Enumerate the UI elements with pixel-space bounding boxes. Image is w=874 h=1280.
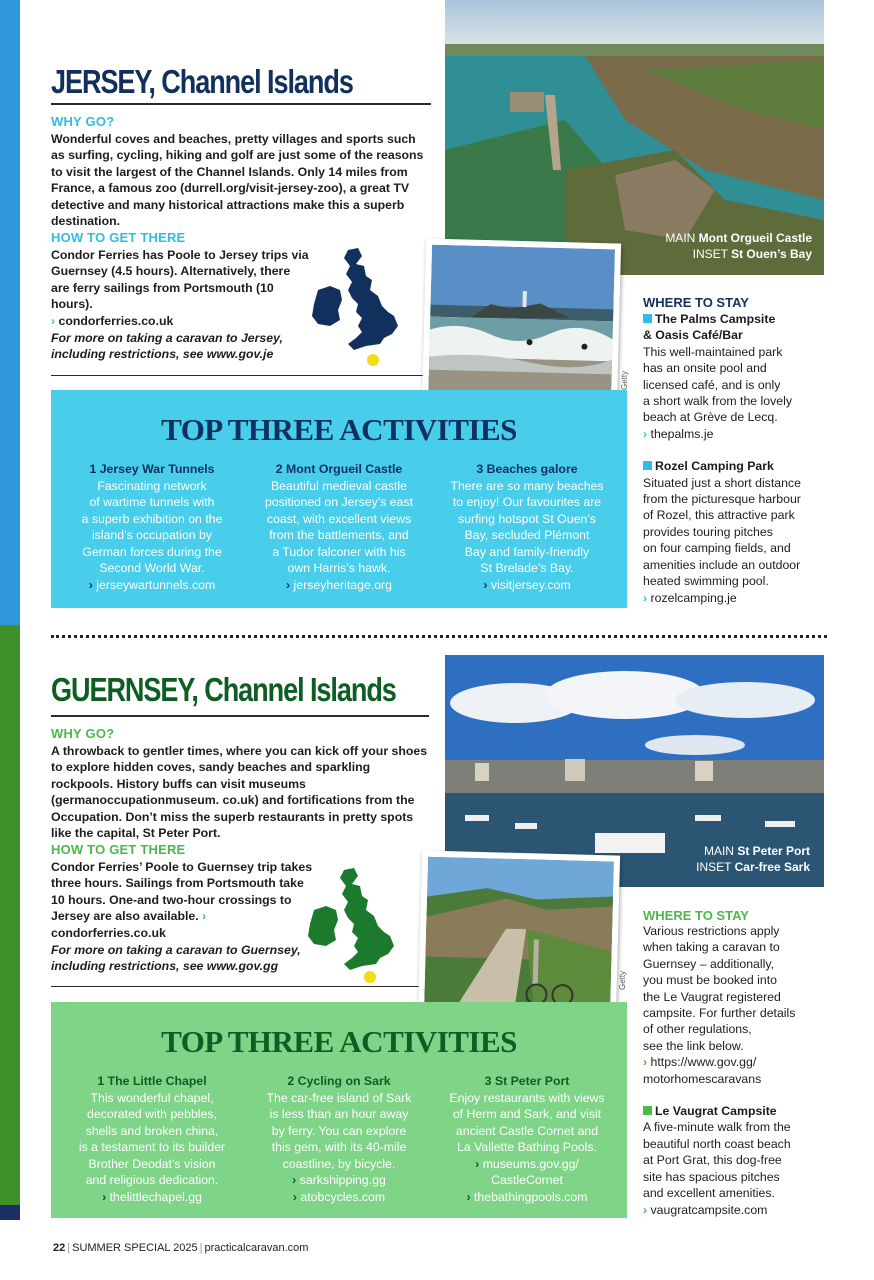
stay-line: heated swimming pool. bbox=[643, 574, 769, 589]
stay-line: provides touring pitches bbox=[643, 524, 773, 539]
ireland-shape bbox=[312, 286, 342, 326]
activity-title: 1 The Little Chapel bbox=[97, 1074, 207, 1088]
jersey-section-rule bbox=[51, 375, 431, 376]
strip-bottom bbox=[0, 625, 20, 1220]
st-ouens-bay-image bbox=[428, 245, 615, 405]
activity-line: Beautiful medieval castle bbox=[270, 478, 408, 493]
stay-line: Situated just a short distance bbox=[643, 475, 801, 490]
guernsey-why-text: A throwback to gentler times, where you can kick off your shoes to explore hidden coves, sandy beaches and sparkling rockpools. History buffs can visit museums (germanoccupationmuseum. co.uk) and fortifications from the Occupation. Don’t miss the superb restaurants in pretty spots like the capital, St Peter Port. bbox=[51, 744, 428, 841]
stay-name-1: Le Vaugrat Campsite bbox=[655, 1104, 777, 1119]
guernsey-title: GUERNSEY, Channel Islands bbox=[51, 671, 396, 708]
jersey-getty-credit: Getty bbox=[620, 370, 629, 390]
activity-line: a Tudor falconer with his bbox=[272, 544, 406, 559]
jersey-inset-photo bbox=[422, 238, 621, 410]
guernsey-where-to-stay bbox=[643, 908, 823, 1218]
jersey-how-link[interactable]: condorferries.co.uk bbox=[58, 313, 174, 328]
activity-title: 3 St Peter Port bbox=[484, 1074, 570, 1088]
issue-name: SUMMER SPECIAL 2025 bbox=[72, 1242, 198, 1254]
arrow-icon: › bbox=[51, 313, 56, 328]
stay-name bbox=[643, 311, 823, 327]
activity-link[interactable]: atobcycles.com bbox=[300, 1189, 386, 1204]
activity-link[interactable]: museums.gov.gg/ bbox=[482, 1156, 579, 1171]
activity-link[interactable]: sarkshipping.gg bbox=[299, 1173, 386, 1187]
guernsey-activity-3 bbox=[437, 1073, 617, 1205]
square-bullet-icon bbox=[643, 461, 652, 470]
arrow-icon: › bbox=[102, 1189, 107, 1204]
section-divider bbox=[51, 635, 827, 638]
activity-line: to enjoy! Our favourites are bbox=[452, 495, 602, 509]
activity-line: decorated with pebbles, bbox=[87, 1107, 217, 1121]
jersey-activity-3 bbox=[437, 461, 617, 593]
stay-line: Various restrictions apply bbox=[643, 924, 780, 938]
guernsey-more-text: For more on taking a caravan to Guernsey, including restrictions, see www.gov.gg bbox=[51, 943, 301, 974]
activity-link[interactable]: visitjersey.com bbox=[490, 577, 571, 592]
arrow-icon: › bbox=[475, 1156, 480, 1171]
activity-line: The car-free island of Sark bbox=[266, 1090, 412, 1105]
stay-name-1: The Palms Campsite bbox=[655, 312, 776, 326]
stay-line: licensed café, and is only bbox=[643, 377, 781, 392]
stay-link[interactable]: rozelcamping.je bbox=[650, 590, 737, 605]
guernsey-title-rule bbox=[51, 715, 429, 717]
jersey-how-text bbox=[51, 247, 309, 329]
arrow-icon: › bbox=[466, 1189, 471, 1204]
jersey-activity-2 bbox=[249, 461, 429, 593]
arrow-icon: › bbox=[292, 1189, 297, 1204]
square-bullet-icon bbox=[643, 1106, 652, 1115]
jersey-why-label: WHY GO? bbox=[51, 114, 115, 129]
activity-line: There are so many beaches bbox=[450, 478, 604, 493]
stay-link-cont[interactable]: motorhomescaravans bbox=[643, 1071, 762, 1086]
guernsey-how-body: Condor Ferries’ Poole to Guernsey trip takes three hours. Sailings from Portsmouth take 10 hours. One-and two-hour crossings to Jersey are also available. bbox=[51, 860, 313, 924]
jersey-activities-title: TOP THREE ACTIVITIES bbox=[161, 412, 517, 447]
stay-line: from the picturesque harbour bbox=[643, 492, 801, 507]
activity-line: by ferry. You can explore bbox=[271, 1123, 407, 1138]
great-britain-shape bbox=[344, 248, 398, 350]
jersey-activity-1 bbox=[63, 461, 241, 593]
strip-bar bbox=[0, 1205, 20, 1220]
activity-line: this gem, with its 40-mile bbox=[271, 1140, 407, 1154]
stay-line: A five-minute walk from the bbox=[643, 1120, 791, 1135]
page-footer: 22 | SUMMER SPECIAL 2025 | practicalcaravan.com bbox=[53, 1242, 309, 1254]
arrow-icon: › bbox=[286, 577, 291, 592]
activity-line: positioned on Jersey’s east bbox=[264, 495, 414, 509]
guernsey-how-label: HOW TO GET THERE bbox=[51, 842, 186, 857]
caption-inset: St Ouen’s Bay bbox=[731, 247, 812, 261]
jersey-stay-label: WHERE TO STAY bbox=[643, 295, 749, 310]
stay-line: of Rozel, this attractive park bbox=[643, 508, 795, 523]
jersey-where-to-stay bbox=[643, 295, 823, 606]
caption-main-label: MAIN bbox=[665, 231, 696, 245]
activity-line: from the battlements, and bbox=[269, 528, 409, 542]
stay-line: a short walk from the lovely bbox=[643, 394, 792, 409]
activity-title: 2 Cycling on Sark bbox=[287, 1074, 391, 1088]
arrow-icon: › bbox=[643, 590, 648, 605]
activity-title: 3 Beaches galore bbox=[476, 462, 578, 476]
stay-line: on four camping fields, and bbox=[643, 541, 791, 556]
jersey-title: JERSEY, Channel Islands bbox=[51, 63, 353, 100]
guernsey-activity-1 bbox=[61, 1073, 243, 1205]
stay-name bbox=[643, 1103, 823, 1119]
stay-link[interactable]: https://www.gov.gg/ bbox=[650, 1055, 757, 1070]
caption-inset-label: INSET bbox=[692, 247, 728, 261]
stay-line: and excellent amenities. bbox=[643, 1186, 775, 1201]
ireland-shape bbox=[308, 906, 338, 946]
stay-line: at Port Grat, this dog-free bbox=[643, 1153, 782, 1168]
activity-line: German forces during the bbox=[82, 544, 222, 559]
caption-inset: Car-free Sark bbox=[734, 860, 810, 874]
caption-main: Mont Orgueil Castle bbox=[698, 231, 812, 245]
stay-line: has an onsite pool and bbox=[643, 361, 767, 376]
activity-line: a superb exhibition on the bbox=[81, 511, 223, 526]
jersey-title-rule bbox=[51, 103, 431, 105]
stay-line: of other regulations, bbox=[643, 1022, 752, 1037]
activity-link[interactable]: thelittlechapel.gg bbox=[109, 1189, 202, 1204]
activity-line: island’s occupation by bbox=[91, 528, 213, 542]
activity-link[interactable]: jerseywartunnels.com bbox=[96, 577, 216, 592]
arrow-icon: › bbox=[292, 1173, 297, 1187]
jersey-how-body: Condor Ferries has Poole to Jersey trips via Guernsey (4.5 hours). Alternatively, there are ferry sailings from Portsmouth (10 hours). bbox=[51, 248, 309, 312]
activity-line: coast, with excellent views bbox=[266, 511, 412, 526]
activity-line: Bay and family-friendly bbox=[464, 544, 590, 559]
activity-link[interactable]: thebathingpools.com bbox=[474, 1189, 588, 1204]
guernsey-uk-map bbox=[306, 866, 406, 988]
stay-line: the Le Vaugrat registered bbox=[643, 989, 781, 1004]
arrow-icon: › bbox=[643, 1202, 648, 1217]
caption-main-label: MAIN bbox=[703, 844, 734, 858]
guernsey-how-text bbox=[51, 859, 313, 941]
activity-line: of Herm and Sark, and visit bbox=[452, 1107, 602, 1121]
stay-line: site has spacious pitches bbox=[643, 1169, 780, 1184]
strip-top bbox=[0, 0, 20, 625]
arrow-icon: › bbox=[643, 426, 648, 441]
guernsey-activities-title: TOP THREE ACTIVITIES bbox=[161, 1024, 517, 1059]
activity-line: shells and broken china, bbox=[85, 1123, 219, 1138]
guernsey-stay-label: WHERE TO STAY bbox=[643, 908, 749, 923]
site-name[interactable]: practicalcaravan.com bbox=[204, 1242, 309, 1254]
guernsey-inset-photo bbox=[418, 850, 620, 1020]
activity-line: own Harris’s hawk. bbox=[287, 561, 391, 575]
guernsey-activity-2 bbox=[249, 1073, 429, 1205]
stay-line: see the link below. bbox=[643, 1038, 744, 1053]
activity-link-cont[interactable]: CastleCornet bbox=[491, 1173, 563, 1187]
stay-link[interactable]: thepalms.je bbox=[650, 426, 714, 441]
activity-line: Brother Deodat’s vision bbox=[88, 1156, 216, 1171]
jersey-why-text: Wonderful coves and beaches, pretty villages and sports such as surfing, cycling, hiking and golf are just some of the reasons to visit the largest of the Channel Islands. Only 14 miles from France, a famous zoo (durrell.org/visit-jersey-zoo), a great TV detective and many historical attractions make this a superb destination. bbox=[51, 132, 424, 229]
jersey-activities-panel bbox=[51, 390, 627, 608]
great-britain-shape bbox=[340, 868, 394, 970]
guernsey-photo-caption bbox=[610, 843, 810, 875]
car-free-sark-image bbox=[424, 857, 614, 1015]
arrow-icon: › bbox=[88, 577, 93, 592]
page-number: 22 bbox=[53, 1242, 66, 1254]
activity-line: This wonderful chapel, bbox=[90, 1090, 214, 1105]
left-decorative-strip bbox=[0, 0, 20, 1220]
activity-line: Enjoy restaurants with views bbox=[449, 1090, 605, 1105]
jersey-more-text: For more on taking a caravan to Jersey, including restrictions, see www.gov.je bbox=[51, 331, 283, 362]
activity-line: is a testament to its builder bbox=[78, 1140, 226, 1154]
stay-line: when taking a caravan to bbox=[643, 940, 780, 955]
guernsey-getty-credit: Getty bbox=[618, 970, 627, 990]
stay-line: campsite. For further details bbox=[643, 1006, 796, 1021]
guernsey-section-rule bbox=[51, 986, 431, 987]
jersey-how-label: HOW TO GET THERE bbox=[51, 230, 186, 245]
stay-line: beach at Grève de Lecq. bbox=[643, 410, 778, 425]
arrow-icon: › bbox=[202, 909, 207, 924]
stay-name-1: Rozel Camping Park bbox=[655, 459, 774, 474]
activity-title: 1 Jersey War Tunnels bbox=[89, 462, 215, 476]
stay-line: you must be booked into bbox=[643, 973, 777, 988]
activity-line: coastline, by bicycle. bbox=[282, 1156, 396, 1171]
activity-line: St Brelade’s Bay. bbox=[480, 561, 574, 575]
jersey-main-photo bbox=[445, 0, 824, 275]
caption-main: St Peter Port bbox=[737, 844, 810, 858]
guernsey-activities-panel bbox=[51, 1002, 627, 1218]
guernsey-location-dot bbox=[364, 971, 376, 983]
guernsey-how-link[interactable]: condorferries.co.uk bbox=[51, 925, 166, 940]
activity-title: 2 Mont Orgueil Castle bbox=[275, 462, 403, 476]
stay-name bbox=[643, 458, 823, 474]
caption-inset-label: INSET bbox=[696, 860, 732, 874]
activity-line: La Vallette Bathing Pools. bbox=[457, 1140, 597, 1154]
arrow-icon: › bbox=[643, 1055, 648, 1070]
activity-line: ancient Castle Cornet and bbox=[455, 1123, 599, 1138]
stay-link[interactable]: vaugratcampsite.com bbox=[650, 1202, 768, 1217]
jersey-location-dot bbox=[367, 354, 379, 366]
guernsey-why-label: WHY GO? bbox=[51, 726, 115, 741]
activity-line: and religious dedication. bbox=[85, 1173, 219, 1187]
activity-line: of wartime tunnels with bbox=[89, 495, 215, 509]
stay-line: beautiful north coast beach bbox=[643, 1136, 791, 1151]
activity-line: is less than an hour away bbox=[269, 1107, 409, 1121]
activity-line: Bay, secluded Plémont bbox=[464, 528, 590, 542]
activity-line: Fascinating network bbox=[97, 478, 207, 493]
activity-line: Second World War. bbox=[99, 561, 205, 575]
stay-name-2: & Oasis Café/Bar bbox=[643, 328, 743, 343]
stay-line: amenities include an outdoor bbox=[643, 557, 801, 572]
jersey-uk-map bbox=[310, 246, 410, 368]
arrow-icon: › bbox=[483, 577, 488, 592]
square-bullet-icon bbox=[643, 314, 652, 323]
stay-line: Guernsey – additionally, bbox=[643, 956, 775, 971]
activity-line: surfing hotspot St Ouen’s bbox=[458, 511, 596, 526]
activity-link[interactable]: jerseyheritage.org bbox=[293, 577, 392, 592]
stay-line: This well-maintained park bbox=[643, 344, 783, 359]
